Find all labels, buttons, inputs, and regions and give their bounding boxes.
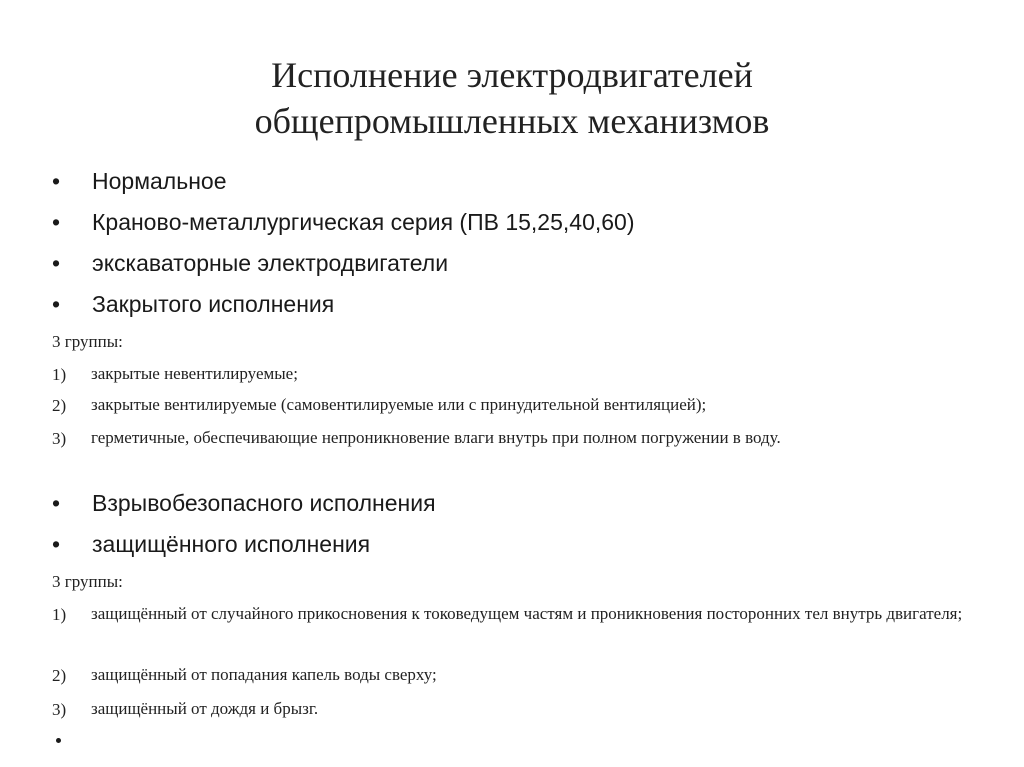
list-number: 1) [52, 605, 67, 624]
groups-heading: 3 группы: [52, 572, 123, 591]
bullet-dot: • [52, 168, 61, 194]
bullet-text: защищённого исполнения [92, 531, 371, 557]
bullet-dot: • [52, 531, 61, 557]
bullet-text: Закрытого исполнения [92, 291, 335, 317]
bullet-item [52, 167, 227, 195]
title-line-1: Исполнение электродвигателей [271, 55, 753, 95]
bullet-item [52, 489, 436, 517]
slide-title [0, 52, 1024, 144]
list-item-text: закрытые вентилируемые (самовентилируемые или с принудительной вентиляцией); [91, 395, 707, 414]
bullet-item [52, 208, 635, 236]
list-item-text: защищённый от случайного прикосновения к токоведущем частям и проникновения посторонних тел внутрь двигателя; [91, 604, 963, 623]
bullet-dot: • [52, 250, 61, 276]
groups-heading: 3 группы: [52, 332, 123, 351]
list-number: 2) [52, 666, 67, 685]
bullet-text: Нормальное [92, 168, 227, 194]
empty-bullet-dot [56, 738, 61, 743]
bullet-text: Крановo-металлургическая серия (ПВ 15,25,40,60) [92, 209, 635, 235]
list-number: 2) [52, 396, 67, 415]
list-item-text: защищённый от дождя и брызг. [91, 699, 319, 718]
list-number: 1) [52, 365, 67, 384]
list-item-text: защищённый от попадания капель воды сверху; [91, 665, 437, 684]
list-number: 3) [52, 700, 67, 719]
bullet-dot: • [52, 291, 61, 317]
bullet-dot: • [52, 209, 61, 235]
bullet-text: Взрывобезопасного исполнения [92, 490, 436, 516]
bullet-item [52, 249, 448, 277]
bullet-dot: • [52, 490, 61, 516]
title-line-2: общепромышленных механизмов [254, 101, 770, 141]
list-number: 3) [52, 429, 67, 448]
bullet-item [52, 290, 334, 318]
bullet-text: экскаваторные электродвигатели [92, 250, 449, 276]
list-item-text: герметичные, обеспечивающие непроникновение влаги внутрь при полном погружении в воду. [91, 428, 781, 447]
bullet-item [52, 530, 370, 558]
list-item-text: закрытые невентилируемые; [91, 364, 298, 383]
